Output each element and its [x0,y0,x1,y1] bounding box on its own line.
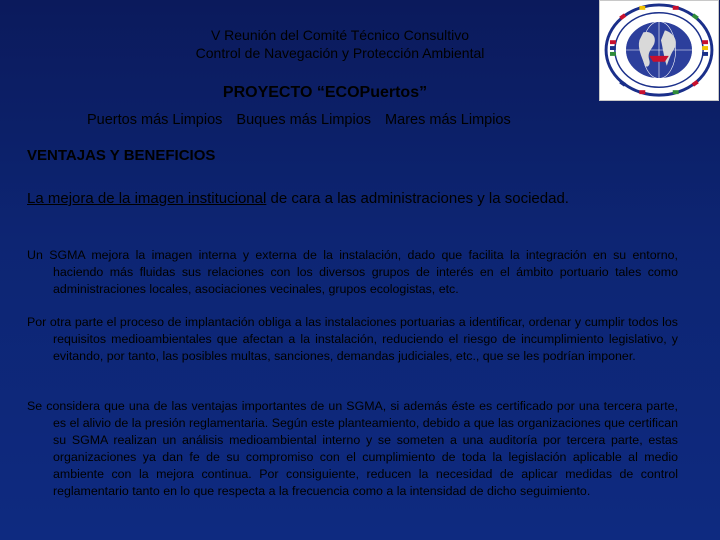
slogan-ports: Puertos más Limpios [87,112,223,128]
header-line-2: Control de Navegación y Protección Ambiental [195,45,485,61]
slogan-ships: Buques más Limpios [236,112,372,128]
header-line-1: V Reunión del Comité Técnico Consultivo [210,27,470,43]
slogan-seas: Mares más Limpios [385,112,511,128]
section-heading: VENTAJAS Y BENEFICIOS [27,147,216,164]
slogan-row [87,112,521,128]
paragraph-compliance: Por otra parte el proceso de implantación obliga a las instalaciones portuarias a identificar, ordenar y cumplir todos los requisitos medioambientales que afectan a la instalación, reduciendo el riesgo de incumplimiento legislativo, y evitando, por tanto, las posibles multas, sanciones, demandas judiciales, etc., que se les podrían imponer. [27,315,678,363]
project-title: PROYECTO “ECOPuertos” [222,84,428,101]
lead-rest: de cara a las administraciones y la sociedad. [266,190,569,207]
lead-paragraph [27,189,677,208]
presentation-header [80,26,600,62]
paragraph-regulatory-relief: Se considera que una de las ventajas importantes de un SGMA, si además éste es certificado por una tercera parte, es el alivio de la presión reglamentaria. Según este planteamiento, debido a que las organizaciones que certifican su SGMA realizan un análisis medioambiental interno y se someten a una auditoría por tercera parte, estas organizaciones ya dan fe de su compromiso con el cumplimiento de toda la legislación aplicable al medio ambiente con la mejora continua. Por consiguiente, reducen la necesidad de aplicar medidas de control reglamentario tanto en lo que respecta a la frecuencia como a la intensidad de dicho seguimiento. [27,399,678,498]
lead-highlight: La mejora de la imagen institucional [27,190,267,207]
paragraph-image: Un SGMA mejora la imagen interna y externa de la instalación, dado que facilita la integración en su entorno, haciendo más fluidas sus relaciones con los diversos grupos de interés en el ámbito portuario tales como administraciones locales, asociaciones vecinales, grupos ecologistas, etc. [27,248,678,296]
